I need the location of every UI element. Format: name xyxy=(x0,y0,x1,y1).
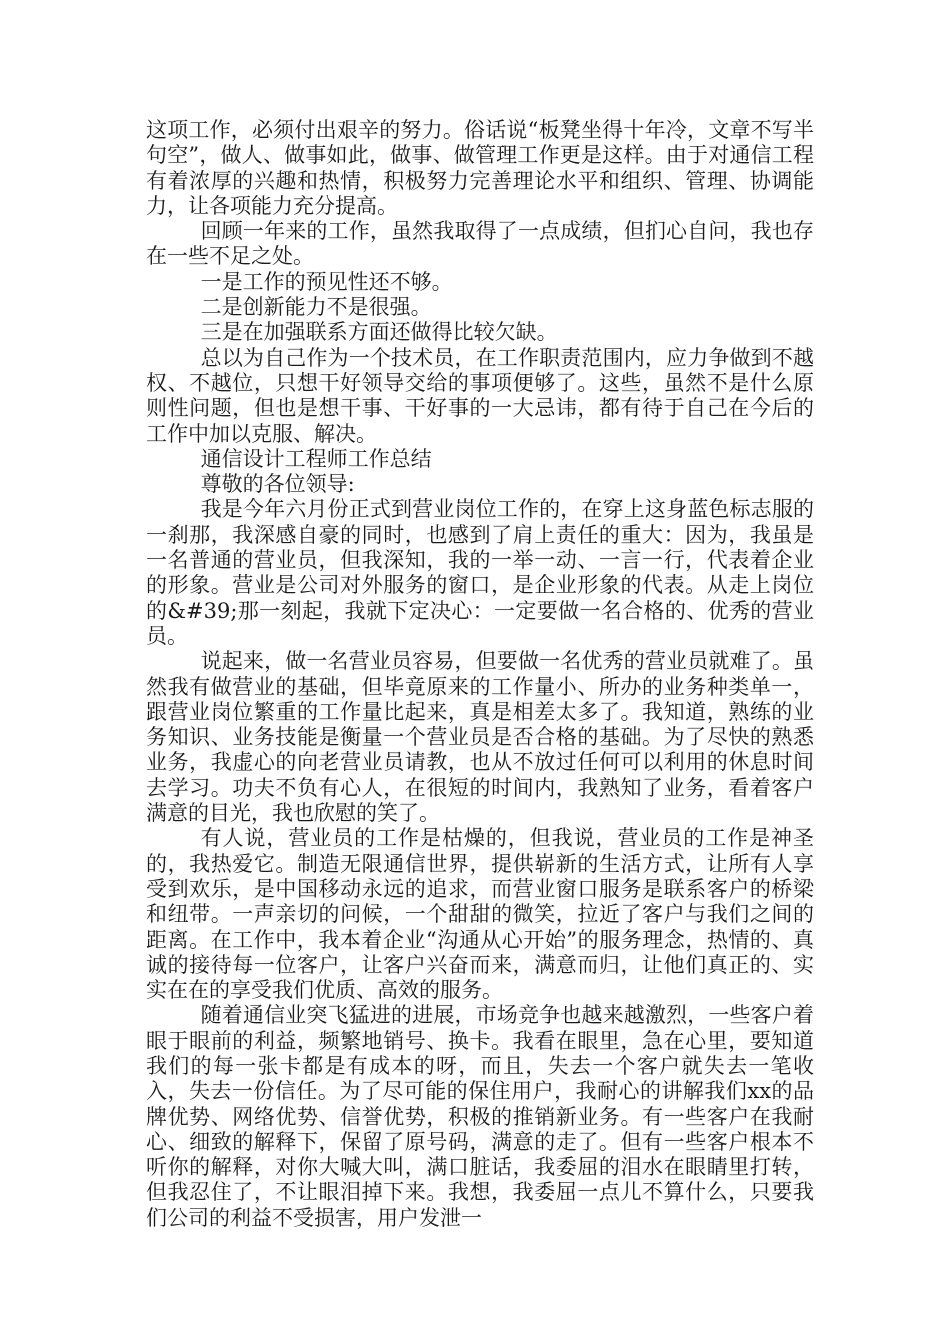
paragraph-3: 一是工作的预见性还不够。 xyxy=(200,269,453,294)
salutation: 尊敬的各位领导: xyxy=(200,472,355,497)
paragraph-4: 二是创新能力不是很强。 xyxy=(200,295,432,320)
paragraph-6: 总以为自己作为一个技术员，在工作职责范围内，应力争做到不越权、不越位，只想干好领导交给的事项便够了。这些，虽然不是什么原则性问题，但也是想干事、干好事的一大忌讳，都有待于自己在今后的工作中加以克服、解决。 xyxy=(146,345,814,446)
section-heading: 通信设计工程师工作总结 xyxy=(200,446,432,471)
paragraph-1: 这项工作，必须付出艰辛的努力。俗话说“板凳坐得十年冷，文章不写半句空”，做人、做事如此，做事、做管理工作更是这样。由于对通信工程有着浓厚的兴趣和热情，积极努力完善理论水平和组织、管理、协调能力，让各项能力充分提高。 xyxy=(146,118,814,218)
paragraph-9: 我是今年六月份正式到营业岗位工作的，在穿上这身蓝色标志服的一刹那，我深感自豪的同时，也感到了肩上责任的重大：因为，我虽是一名普通的营业员，但我深知，我的一举一动、一言一行，代表着企业的形象。营业是公司对外服务的窗口，是企业形象的代表。从走上岗位的&#39;那一刻起，我就下定决心：一定要做一名合格的、优秀的营业员。 xyxy=(146,497,814,648)
paragraph-11: 有人说，营业员的工作是枯燥的，但我说，营业员的工作是神圣的，我热爱它。制造无限通信世界，提供崭新的生活方式，让所有人享受到欢乐，是中国移动永远的追求，而营业窗口服务是联系客户的桥梁和纽带。一声亲切的问候，一个甜甜的微笑，拉近了客户与我们之间的距离。在工作中，我本着企业“沟通从心开始”的服务理念，热情的、真诚的接待每一位客户，让客户兴奋而来，满意而归，让他们真正的、实实在在的享受我们优质、高效的服务。 xyxy=(146,826,814,1003)
paragraph-2: 回顾一年来的工作，虽然我取得了一点成绩，但扪心自问，我也存在一些不足之处。 xyxy=(146,219,814,269)
paragraph-5: 三是在加强联系方面还做得比较欠缺。 xyxy=(200,320,558,345)
paragraph-10: 说起来，做一名营业员容易，但要做一名优秀的营业员就难了。虽然我有做营业的基础，但毕竟原来的工作量小、所办的业务种类单一，跟营业岗位繁重的工作量比起来，真是相差太多了。我知道，熟练的业务知识、业务技能是衡量一个营业员是否合格的基础。为了尽快的熟悉业务，我虚心的向老营业员请教，也从不放过任何可以利用的休息时间去学习。功夫不负有心人，在很短的时间内，我熟知了业务，看着客户满意的目光，我也欣慰的笑了。 xyxy=(146,649,814,826)
document-body xyxy=(146,118,814,1231)
paragraph-12: 随着通信业突飞猛进的进展，市场竞争也越来越激烈，一些客户着眼于眼前的利益，频繁地销号、换卡。我看在眼里，急在心里，要知道我们的每一张卡都是有成本的呀，而且，失去一个客户就失去一笔收入，失去一份信任。为了尽可能的保住用户，我耐心的讲解我们xx的品牌优势、网络优势、信誉优势，积极的推销新业务。有一些客户在我耐心、细致的解释下，保留了原号码，满意的走了。但有一些客户根本不听你的解释，对你大喊大叫，满口脏话，我委屈的泪水在眼睛里打转，但我忍住了，不让眼泪掉下来。我想，我委屈一点儿不算什么，只要我们公司的利益不受损害，用户发泄一 xyxy=(146,1003,814,1230)
